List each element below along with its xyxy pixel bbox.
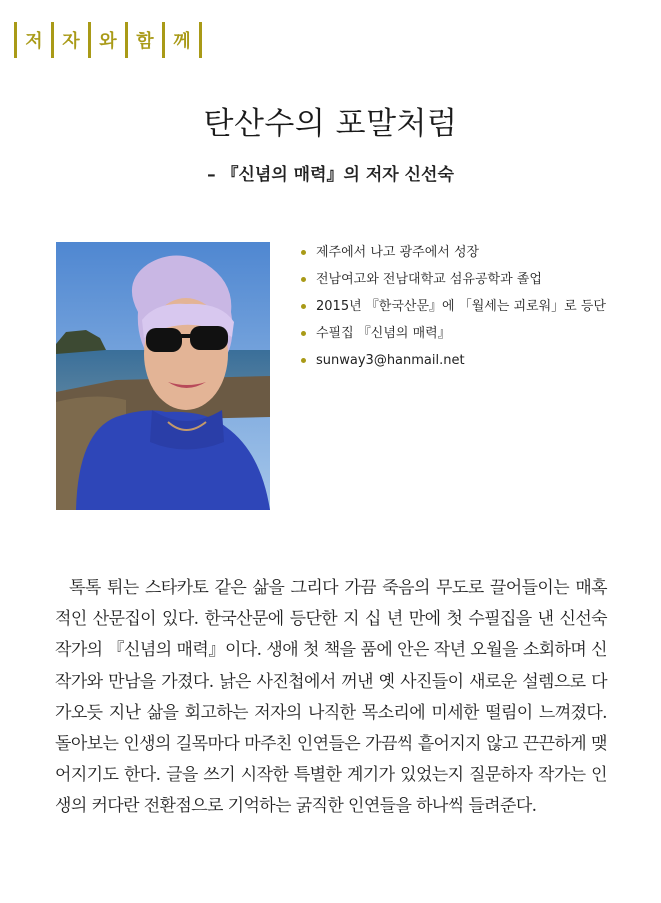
bio-item	[298, 320, 606, 347]
bio-item-email[interactable]: sunway3@hanmail.net	[316, 353, 465, 368]
section-tag	[14, 22, 202, 58]
bio-item	[298, 293, 606, 320]
tag-char: 와	[99, 31, 117, 52]
tag-divider	[199, 22, 202, 58]
bio-item	[298, 239, 606, 266]
bullet-icon	[301, 331, 306, 336]
article-subtitle: – 『신념의 매력』의 저자 신선숙	[207, 165, 454, 185]
bio-item-text: 2015년 『한국산문』에 「월세는 괴로워」로 등단	[316, 299, 606, 314]
bullet-icon	[301, 358, 306, 363]
author-bio-list	[298, 239, 606, 374]
tag-char: 자	[62, 31, 80, 52]
bullet-icon	[301, 277, 306, 282]
tag-char: 저	[25, 31, 43, 52]
tag-char: 께	[173, 31, 191, 52]
bio-item-text: 수필집 『신념의 매력』	[316, 326, 451, 341]
bullet-icon	[301, 250, 306, 255]
tag-char: 함	[136, 31, 154, 52]
bio-item-text: 제주에서 나고 광주에서 성장	[316, 245, 480, 260]
author-photo	[56, 242, 270, 510]
bio-item	[298, 266, 606, 293]
article-body: 톡톡 튀는 스타카토 같은 삶을 그리다 가끔 죽음의 무도로 끌어들이는 매혹적인 산문집이 있다. 한국산문에 등단한 지 십 년 만에 첫 수필집을 낸 신선숙 작가의 『신념의 매력』이다. 생애 첫 책을 품에 안은 작년 오월을 소회하며 신 작가와 만남을 가졌다. 낡은 사진첩에서 꺼낸 옛 사진들이 새로운 설렘으로 다가오듯 지난 삶을 회고하는 저자의 나직한 목소리에 미세한 떨림이 느껴졌다. 돌아보는 인생의 길목마다 마주친 인연들은 가끔씩 흩어지지 않고 끈끈하게 맺어지기도 한다. 글을 쓰기 시작한 특별한 계기가 있었는지 질문하자 작가는 인생의 커다란 전환점으로 기억하는 굵직한 인연들을 하나씩 들려준다.	[55, 578, 607, 817]
article-title: 탄산수의 포말처럼	[203, 106, 458, 142]
bio-item-text: 전남여고와 전남대학교 섬유공학과 졸업	[316, 272, 542, 287]
bullet-icon	[301, 304, 306, 309]
bio-item	[298, 347, 606, 374]
